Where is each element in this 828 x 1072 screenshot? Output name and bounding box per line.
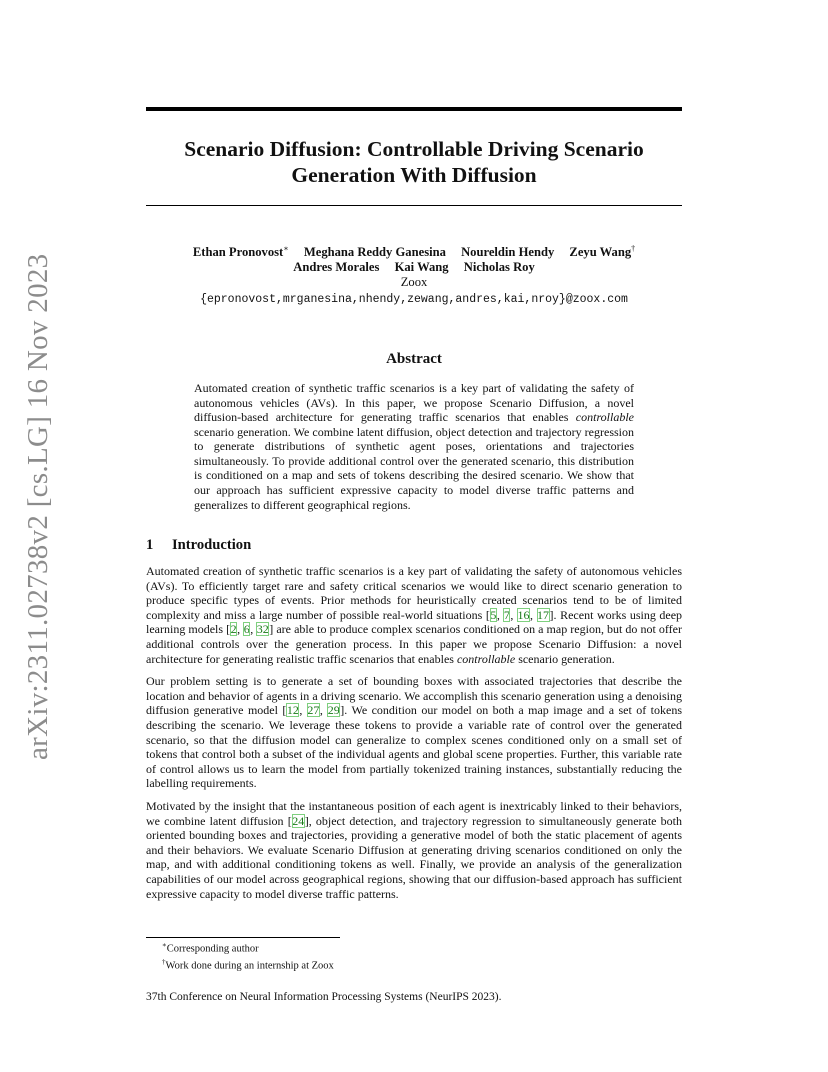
title-rule-top: [146, 107, 682, 111]
footnote: †Work done during an internship at Zoox: [162, 958, 334, 972]
authors-row-1: [146, 241, 682, 260]
conference-note: 37th Conference on Neural Information Processing Systems (NeurIPS 2023).: [146, 991, 502, 1003]
author: Andres Morales: [293, 260, 380, 275]
paper-page: [146, 107, 682, 901]
section-heading: 1 Introduction: [146, 537, 252, 554]
title-rule-bottom: [146, 205, 682, 206]
abstract-text: Automated creation of synthetic traffic scenarios is a key part of validating the safety of autonomous vehicles (AVs). In this paper, we propose Scenario Diffusion, a novel diffusion-based architecture for generating traffic scenarios that enables controllable scenario generation. We combine latent diffusion, object detection and trajectory regression to generate distributions of synthetic agent poses, orientations and trajectories simultaneously. To provide additional control over the generated scenario, this distribution is conditioned on a map and sets of tokens describing the desired scenario. We show that our approach has sufficient expressive capacity to model diverse traffic patterns and generalizes to different geographical regions.: [194, 381, 634, 512]
citation-link[interactable]: 7: [503, 607, 510, 622]
author: Zeyu Wang†: [569, 244, 636, 260]
author: Ethan Pronovost∗: [192, 244, 289, 260]
author-block: [146, 241, 682, 307]
citation-link[interactable]: 24: [292, 813, 305, 828]
affiliation: Zoox: [400, 275, 428, 290]
citation-link[interactable]: 5: [490, 607, 497, 622]
abstract-heading: Abstract: [386, 351, 442, 368]
citation-link[interactable]: 32: [256, 622, 269, 637]
footnote: ∗Corresponding author: [162, 941, 259, 955]
citation-link[interactable]: 29: [327, 703, 340, 718]
authors-row-2: [146, 260, 682, 275]
intro-paragraph-3: Motivated by the insight that the instantaneous position of each agent is inextricably linked to their behaviors, we combine latent diffusion [24], object detection, and trajectory regression to simultaneously generate both oriented bounding boxes and trajectories, providing a generative model of both the static placement of agents and their behaviors. We evaluate Scenario Diffusion at generating driving scenarios conditioned on only the map, and with additional conditioning tokens as well. Finally, we provide an analysis of the generalization capabilities of our model across geographical regions, showing that our diffusion-based approach has sufficient expressive capacity to model diverse traffic patterns.: [146, 799, 682, 901]
citation-link[interactable]: 12: [286, 703, 299, 718]
citation-link[interactable]: 16: [517, 607, 530, 622]
intro-paragraph-2: Our problem setting is to generate a set of bounding boxes with associated trajectories that describe the location and behavior of agents in a driving scenario. We accomplish this scenario generation using a denoising diffusion generative model [12, 27, 29]. We condition our model on both a map image and a set of tokens describing the scenario. We leverage these tokens to provide a variable rate of control over the generated scenario, so that the diffusion model can generalize to complex scenes conditioned only on a small set of tokens that control both a subset of the individual agents and global scene properties. Further, this variable rate of control allows us to learn the model from partially tokenized training instances, substantially reducing the labelling requirements.: [146, 674, 683, 791]
author: Kai Wang: [394, 260, 449, 275]
footnote-rule: [146, 937, 340, 938]
citation-link[interactable]: 17: [537, 607, 550, 622]
intro-paragraph-1: Automated creation of synthetic traffic scenarios is a key part of validating the safety of autonomous vehicles (AVs). To efficiently target rare and safety critical scenarios we would like to direct scenario generation to produce specific types of events. Prior methods for heuristically created scenarios tend to be of limited complexity and miss a large number of possible real-world situations [5, 7, 16, 17]. Recent works using deep learning models [2, 6, 32] are able to produce complex scenarios conditioned on a map region, but do not offer additional controls over the generation process. In this paper we propose Scenario Diffusion: a novel architecture for generating realistic traffic scenarios that enables controllable scenario generation.: [146, 564, 683, 666]
citation-link[interactable]: 6: [243, 622, 250, 637]
citation-link[interactable]: 2: [230, 622, 237, 637]
author-emails: {epronovost,mrganesina,nhendy,zewang,andres,kai,nroy}@zoox.com: [200, 293, 628, 307]
arxiv-stamp: [22, 253, 62, 760]
citation-link[interactable]: 27: [307, 703, 320, 718]
author: Noureldin Hendy: [461, 245, 555, 260]
footnotes: [146, 939, 334, 973]
author: Nicholas Roy: [463, 260, 535, 275]
arxiv-id: arXiv:2311.02738v2 [cs.LG] 16 Nov 2023: [22, 253, 54, 760]
author: Meghana Reddy Ganesina: [303, 245, 446, 260]
paper-title: Scenario Diffusion: Controllable Driving Scenario Generation With Diffusion: [184, 137, 644, 187]
